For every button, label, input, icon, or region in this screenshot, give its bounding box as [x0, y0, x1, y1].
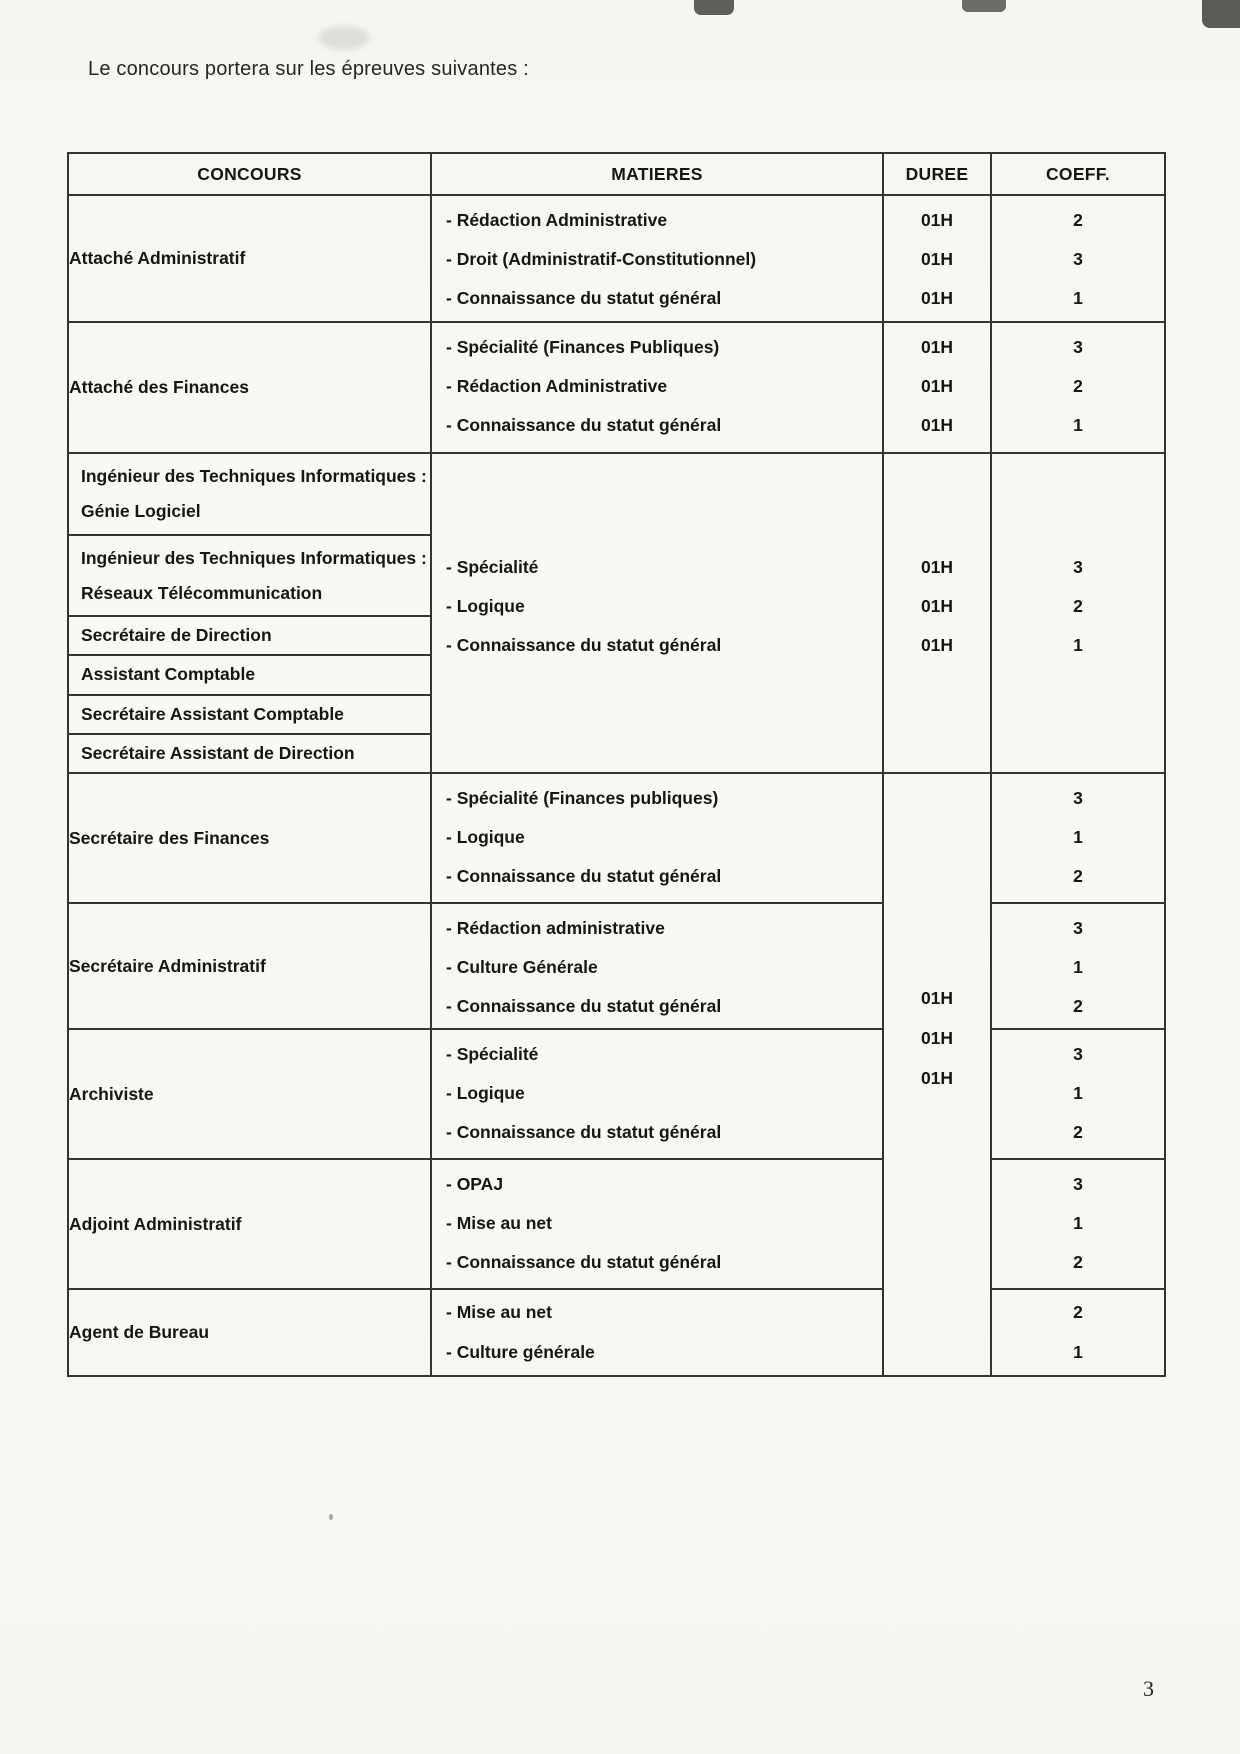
table-header-row	[68, 153, 1165, 195]
concours-group-item	[69, 536, 430, 618]
matiere-item: - Connaissance du statut général	[446, 1122, 722, 1142]
duree-merged-list	[884, 979, 990, 1099]
coeff-value: 1	[1073, 1341, 1083, 1362]
coeff-value: 1	[1073, 1083, 1083, 1103]
concours-group	[69, 454, 430, 772]
duree-value: 01H	[920, 288, 954, 308]
matiere-item: - Spécialité	[446, 1044, 539, 1064]
coeff-value: 3	[1073, 249, 1083, 269]
scan-artifact	[1202, 0, 1240, 28]
coeff-value: 3	[1073, 918, 1083, 938]
duree-list	[884, 447, 990, 765]
concours-name: Assistant Comptable	[81, 664, 256, 685]
matieres-list	[432, 904, 882, 1028]
coeff-value: 2	[1073, 595, 1083, 616]
matieres-list	[432, 1290, 882, 1375]
concours-name: Agent de Bureau	[68, 1289, 431, 1376]
concours-name: Réseaux Télécommunication	[81, 582, 323, 603]
table-row	[68, 773, 1165, 903]
matiere-item: - Mise au net	[446, 1213, 552, 1233]
concours-name: Ingénieur des Techniques Informatiques :	[81, 466, 427, 486]
matiere-item: - Connaissance du statut général	[446, 634, 722, 655]
concours-name: Secrétaire Administratif	[68, 903, 431, 1029]
duree-list	[884, 196, 990, 321]
scan-artifact	[694, 0, 734, 15]
coeff-value: 2	[1073, 866, 1083, 886]
coeff-list	[992, 904, 1164, 1028]
concours-group-item	[69, 454, 430, 536]
coeff-value: 2	[1073, 1252, 1083, 1272]
coeff-value: 1	[1073, 415, 1083, 435]
matiere-item: - Connaissance du statut général	[446, 415, 722, 435]
matieres-list	[432, 323, 882, 452]
matieres-list	[432, 1160, 882, 1288]
duree-value: 01H	[920, 988, 954, 1008]
concours-name: Secrétaire de Direction	[81, 625, 272, 646]
scan-artifact	[962, 0, 1006, 12]
duree-value: 01H	[920, 556, 954, 577]
matiere-item: - Mise au net	[446, 1301, 552, 1322]
concours-name: Secrétaire Assistant de Direction	[81, 742, 355, 763]
coeff-value: 3	[1073, 337, 1083, 357]
concours-name: Ingénieur des Techniques Informatiques :	[81, 547, 427, 568]
table-row	[68, 1159, 1165, 1289]
table-row	[68, 453, 1165, 773]
coeff-value: 2	[1073, 1122, 1083, 1142]
coeff-value: 1	[1073, 1213, 1083, 1233]
page-number: 3	[1143, 1676, 1154, 1701]
duree-value: 01H	[920, 634, 954, 655]
matiere-item: - Spécialité (Finances publiques)	[446, 788, 719, 808]
coeff-value: 2	[1073, 210, 1083, 230]
coeff-list	[992, 1160, 1164, 1288]
coeff-list	[992, 323, 1164, 452]
column-header-coeff: COEFF.	[991, 153, 1165, 195]
matiere-item: - Spécialité	[446, 556, 539, 577]
intro-text: Le concours portera sur les épreuves suivantes :	[88, 58, 529, 80]
coeff-list	[992, 774, 1164, 902]
matiere-item: - Droit (Administratif-Constitutionnel)	[446, 249, 757, 269]
table-row	[68, 1029, 1165, 1159]
concours-group-item	[69, 617, 430, 656]
table-row	[68, 903, 1165, 1029]
matiere-item: - Connaissance du statut général	[446, 866, 722, 886]
matiere-item: - Connaissance du statut général	[446, 288, 722, 308]
matieres-list	[432, 447, 882, 765]
scan-artifact	[318, 26, 370, 50]
matiere-item: - Rédaction administrative	[446, 918, 665, 938]
matieres-list	[432, 1030, 882, 1158]
concours-group-item	[69, 696, 430, 735]
table-row	[68, 1289, 1165, 1376]
column-header-concours: CONCOURS	[68, 153, 431, 195]
coeff-value: 1	[1073, 634, 1083, 655]
matiere-item: - Spécialité (Finances Publiques)	[446, 337, 720, 357]
duree-value: 01H	[920, 1068, 954, 1088]
duree-list	[884, 323, 990, 452]
coeff-value: 3	[1073, 1044, 1083, 1064]
exam-subjects-table	[67, 152, 1166, 1377]
coeff-value: 3	[1073, 1174, 1083, 1194]
coeff-value: 2	[1073, 996, 1083, 1016]
duree-value: 01H	[920, 249, 954, 269]
coeff-list	[992, 196, 1164, 321]
coeff-list	[992, 1290, 1164, 1375]
table-row	[68, 195, 1165, 322]
concours-name: Adjoint Administratif	[68, 1159, 431, 1289]
concours-name: Secrétaire Assistant Comptable	[81, 703, 344, 724]
scan-artifact	[329, 1514, 333, 1520]
concours-name: Attaché des Finances	[68, 322, 431, 453]
coeff-value: 3	[1073, 556, 1083, 577]
matieres-list	[432, 774, 882, 902]
matieres-list	[432, 196, 882, 321]
duree-value: 01H	[920, 210, 954, 230]
coeff-value: 1	[1073, 957, 1083, 977]
duree-value: 01H	[920, 595, 954, 616]
column-header-duree: DUREE	[883, 153, 991, 195]
coeff-value: 3	[1073, 788, 1083, 808]
column-header-matieres: MATIERES	[431, 153, 883, 195]
concours-name: Secrétaire des Finances	[68, 773, 431, 903]
concours-group-item	[69, 656, 430, 695]
concours-group-item	[69, 735, 430, 772]
matiere-item: - Connaissance du statut général	[446, 996, 722, 1016]
matiere-item: - Logique	[446, 595, 525, 616]
matiere-item: - Rédaction Administrative	[446, 210, 668, 230]
duree-value: 01H	[920, 376, 954, 396]
matiere-item: - OPAJ	[446, 1174, 504, 1194]
coeff-value: 1	[1073, 827, 1083, 847]
matiere-item: - Logique	[446, 827, 525, 847]
coeff-list	[992, 447, 1164, 765]
coeff-list	[992, 1030, 1164, 1158]
concours-name: Génie Logiciel	[81, 501, 201, 521]
coeff-value: 2	[1073, 1301, 1083, 1322]
table-row	[68, 322, 1165, 453]
matiere-item: - Culture générale	[446, 1341, 595, 1362]
matiere-item: - Logique	[446, 1083, 525, 1103]
matiere-item: - Rédaction Administrative	[446, 376, 668, 396]
duree-value: 01H	[920, 337, 954, 357]
matiere-item: - Culture Générale	[446, 957, 598, 977]
coeff-value: 1	[1073, 288, 1083, 308]
duree-value: 01H	[920, 1028, 954, 1048]
coeff-value: 2	[1073, 376, 1083, 396]
concours-name: Attaché Administratif	[68, 195, 431, 322]
concours-name: Archiviste	[68, 1029, 431, 1159]
matiere-item: - Connaissance du statut général	[446, 1252, 722, 1272]
duree-value: 01H	[920, 415, 954, 435]
